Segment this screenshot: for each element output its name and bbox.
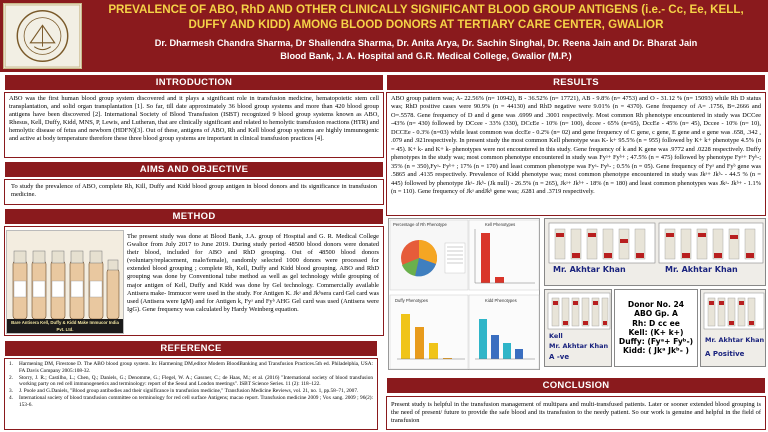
results-text: ABO group pattern was; A- 22.56% (n= 10942), B - 36.52% (n= 17721), AB - 9.8% (n= 4753) and O - 31.12 % (n= 15093) while Rh D status was; RhD positive cases were 90.9% (n = 44130) and RhD negative were 9.01% (n = 4370). Gene frequency of A= .1756, B=.2666 and O=.5578. Gene frequency of D and d gene was .6999 and .3001 respectively. Most common Rh phenotype encountered in study was DCCee -43% (n= 430) followed by DCcee - 33% (330), DCcEe - 10% (n= 100), dccee - 65% (n=65), DccEe - 45% (n= 45), Dccee - 10% (n= 10), DCCEe - 0.3% (n=03) while least common was dccEe - 0.2% (n= 02) and gene frequency of C gene, c gene, E gene and e gene was .658, .342 , .079 and .921respectively. In present study the most common Kell phenotype was K- k+ 95.5% (n = 955) followed by K+ k+ phenotype 4.5% (n = 45). K+ k- and K+ k- phenotypes were not encountered in this study. Gene frequency of k and K gene was .9772 and .0228 respectively. Duffy phenotypes in the study was; most common phenotype encountered in study was Fyᵃ+ Fyᵇ+ ; 47.5% (n = 475) followed by phenotype Fyᵃ+ Fyᵇ-; 35% (n = 350),Fyᵃ- Fyᵇ+ ; 17% (n = 170) and least common phenotype was Fyᵃ- Fyᵇ- ; 0.5% (n = 05). Gene frequency of Fyᵃ and Fyᵇ gene was .5865 and .4135 respectively. Prevalence of Kidd phenotype was; most common phenotype encountered in study was Jkᵃ+ Jkᵇ- - 44.5 % (n = 445) followed by phenotype Jkᵃ- Jkᵇ- (Jk null) - 26.5% (n = 265), Jkᵃ+ Jkᵇ+ - 18% (n = 180) and least common phenotypes was Jkᵃ- Jkᵇ+ - 1.1% (n = 110). Gene frequency of Jkᵃ andJkᵇ gene was; .6281 and .3719 respectively. [391, 95, 761, 195]
introduction-text: ABO was the first human blood group system discovered and it plays a significant role in transfusion medicine, hematopoietic stem cell transplantation, and solid organ transplantation [1]. So far, till date approximately 36 blood group systems and more than 420 blood group antigens have been discovered [2]. International Society of Blood Transfusion (ISBT) recognized 9 blood group systems known as ABO, Rhesus, Kell, Duffy, Kidd, MNS, P, Lewis, and Lutheran, that are clinically significant and related to hemolytic transfusion reactions (HTR) and hemolytic disease of fetus and newborn (HDFN)[3]. Out of these, antigens of ABO, Rh and Kell blood group systems are highly immunogenic and active at body temperature therefore these three blood group systems are important in clinical transfusion practices [4]. [9, 95, 379, 143]
reference-item: 1. Harmening DM, Firestone D. The ABO blood group system. In: Harmening DM,editor Modern BloodBanking and Transfusion Practices.5th ed. Philadelphia, USA: FA Davis Company 2005:108-32. [9, 361, 373, 374]
poster-title: PREVALENCE OF ABO, RhD AND OTHER CLINICALLY SIGNIFICANT BLOOD GROUP ANTIGENS (i.e.- Cc, Ee, KELL, DUFFY AND KIDD) AMONG BLOOD DONORS AT TERTIARY CARE CENTER, GWALIOR [108, 3, 744, 31]
reference-heading: REFERENCE [5, 341, 377, 356]
gel-card-photo-top [544, 218, 766, 286]
donor-kidd: Kidd: ( Jkᵃ Jkᵇ- ) [623, 346, 689, 356]
gel-card-photo-right [700, 289, 766, 367]
card1-panel-label: Kell [549, 332, 563, 340]
card1-group: A -ve [549, 353, 570, 361]
gel-card-photo-left [544, 289, 612, 367]
aims-heading: AIMS AND OBJECTIVE [5, 162, 383, 177]
chart-title-rh: Percentage of Rh Phenotype [393, 222, 447, 227]
reference-item: 2. Storry, J. R.; Castilho, L.; Chen, Q.; Daniels, G.; Denomme, G.; Flegel, W. A.; Gassner, C.; de Haas, M.; et al. (2016) "International society of blood transfusion working party on red cell immunogenetics and terminology: report of the Seoul and London meetings". ISBT Science Series. 11 (2): 118–122. [9, 374, 373, 388]
method-heading: METHOD [5, 209, 383, 224]
donor-rh: Rh: D cc ee [632, 318, 680, 328]
donor-duffy: Duffy: (Fyᵃ+ Fyᵇ-) [618, 337, 694, 347]
reference-item: 4. International society of blood transfusion committee on terminology for red cell surface Antigens; macao report. Transfusion medicine 2009 ; Vox sang. 2009 ; 96(2): 153-6. [9, 395, 373, 409]
card2-name: Mr. Akhtar Khan [665, 265, 738, 274]
chart-title-duffy: Duffy Phenotypes [395, 298, 428, 303]
photo-caption: Bare Antisera Kell, Duffy & Kidd Make Immucor India Pvt. Ltd. [7, 319, 123, 333]
reference-item: 3. J. Poole and G.Daniels, "Blood group antibodies and their significance in transfusion medicine," Transfusion Medicine Reviews, vol. 21, no. 1, pp.58–71, 2007. [9, 388, 359, 395]
card1-name-lower: Mr. Akhtar Khan [549, 342, 609, 350]
conclusion-text: Present study is helpful in the transfusion management of multipara and multi-transfused patients. Later or sooner extended blood grouping is the need of present/ future to provide the safe blood and its transfusion to the needy patient. So our work is genuine and helpful in the field of transfusion [391, 401, 761, 425]
conclusion-heading: CONCLUSION [387, 378, 765, 393]
card1-name: Mr. Akhtar Khan [553, 265, 626, 274]
poster-header [0, 0, 768, 72]
reference-box [4, 358, 378, 430]
antisera-photo [6, 230, 124, 334]
method-text: The present study was done at Blood Bank, J.A. group of Hospital and G. R. Medical College Gwalior from July 2017 to June 2019. During study period 48500 blood donors were donated their blood, included for ABO and RhD grouping. Out of 48500 blood donors (voluntary/replacement, male/female), randomly selected 1000 donors were processed for extended blood grouping ; complete Rh, Kell, Duffy and Kidd blood grouping. ABO and RhD grouping was done by Conventional tube method as well as gel technology while grouping of major antigen of Kell, Duffy and Kidd was done by Gel technology. Commercially available Antisera make- Immucor were used in the study. For Antigen K. Jkᵃ and Jkᵇsera card Gel card was used (Antisera were IgM) and for Antigen k, Fyᵃ and Fyᵇ AHG Gel card was used (Antisera were IgG). Gene frequency was calculated by Hardy Weinberg equation. [127, 233, 379, 313]
donor-abo: ABO Gp. A [634, 309, 678, 319]
donor-summary-card [614, 289, 698, 367]
introduction-box [4, 92, 384, 158]
chart-title-kidd: Kidd Phenotypes [485, 298, 517, 303]
donor-kell: Kell: (K+ k+) [628, 327, 684, 337]
conclusion-box [386, 396, 766, 430]
reference-list [9, 361, 373, 409]
gel-card-icon [545, 219, 766, 286]
card2-group: A Positive [705, 350, 745, 358]
phenotype-charts-panel [388, 218, 540, 370]
author-block [88, 37, 764, 62]
affiliation: Blood Bank, J. A. Hospital and G.R. Medical College, Gwalior (M.P.) [280, 50, 572, 61]
introduction-heading: INTRODUCTION [5, 75, 383, 90]
chart-title-kell: Kell Phenotypes [485, 222, 516, 227]
college-logo [3, 3, 82, 69]
aims-box [4, 179, 384, 205]
author-list: Dr. Dharmesh Chandra Sharma, Dr Shailendra Sharma, Dr. Anita Arya, Dr. Sachin Singhal, Dr. Reena Jain and Dr. Bharat Jain [154, 38, 698, 48]
results-heading: RESULTS [387, 75, 765, 90]
aims-text: To study the prevalence of ABO, complete Rh, Kill, Duffy and Kidd blood group antigen in blood donors and its significance in transfusion medicine. [11, 183, 377, 199]
phenotype-charts [389, 219, 541, 371]
donor-number: Donor No. 24 [627, 300, 685, 309]
card2-name-lower: Mr. Akhtar Khan [705, 336, 765, 344]
results-box [386, 92, 766, 216]
